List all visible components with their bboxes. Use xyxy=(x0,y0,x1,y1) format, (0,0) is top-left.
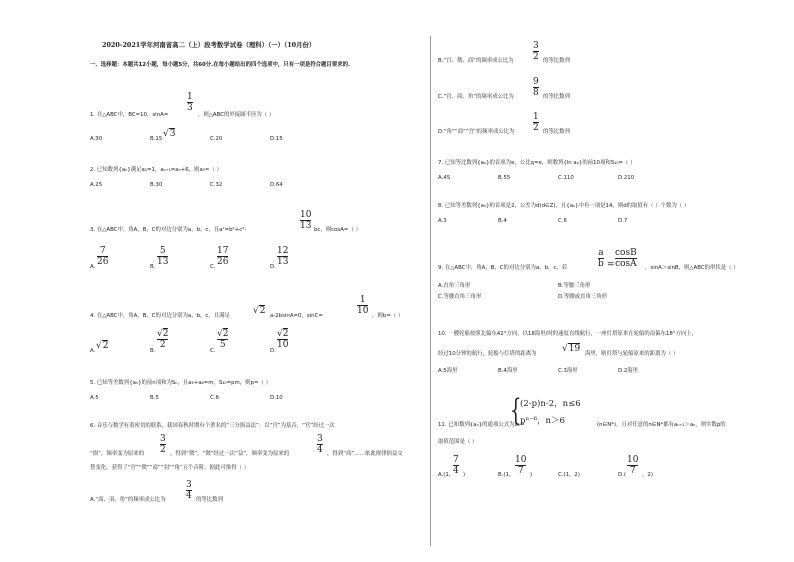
section-heading: 一、选择题：本题共12小题，每小题5分，共60分.在每小题给出的四个选项中，只有一项是符合题目要求的. xyxy=(90,62,351,68)
q1-option-b-root: √3 xyxy=(163,129,176,139)
q5-option-b: B.5 xyxy=(150,395,159,401)
q3-option-d: D. xyxy=(270,264,276,270)
q1-fraction: 1 3 xyxy=(187,92,193,113)
q3-option-d-fraction: 12 13 xyxy=(277,246,289,267)
q5-option-d: D.10 xyxy=(270,395,283,401)
q11-option-b-close: ) xyxy=(530,472,533,478)
q11-option-a: A.(1， xyxy=(438,472,455,478)
q11-option-a-fraction: 7 4 xyxy=(453,455,459,476)
q8-stem: 8. 已知等差数列{aₙ}的首项是2，公差为d(d∈Z)，且{aₙ}中有一项是14，则d的取值有（ ）个数为（ ） xyxy=(438,203,690,209)
q4-stem-a2: a-2bsinA=0，sinC= xyxy=(270,313,323,319)
q6-option-a-a: A.“商、羽、角”的频率成公比为 xyxy=(90,497,166,503)
q6-option-b-a: B.“宫、徵、商”的频率成公比为 xyxy=(438,58,514,64)
q6-line-1: 6. 音乐与数学有着密切的联系，我国春秋时期有个著名的“三分损益法”：以“宫”为基音，“宫”经过一次 xyxy=(90,423,335,429)
q11-stem-b: (n∈N*)，且对任意的n∈N*都有aₙ₊₁＞aₙ，则实数p的 xyxy=(597,422,726,428)
q11-piece-2: pⁿ⁻⁶，n＞6 xyxy=(520,416,565,426)
q9-equals: = xyxy=(607,260,615,270)
q4-fraction: 1 10 xyxy=(357,295,369,316)
q4-option-b: B. xyxy=(150,348,156,354)
q4-root: √2 xyxy=(253,306,266,316)
q10-option-a: A.5海里 xyxy=(438,368,458,374)
exam-title: 2020-2021学年河南省高二（上）段考数学试卷（理科）（一）（10月份） xyxy=(102,41,316,49)
q6-option-c-b: 的等比数列 xyxy=(543,94,570,100)
q10-line-1: 10. 一艘轮船按照北偏东42°方向，以18海里/时的速度直线航行，一座灯塔原来在轮船的南偏东18°方向上， xyxy=(438,331,698,337)
q3-option-b: B. xyxy=(150,264,156,270)
q6-line-2c: ，得到“商”……依此规律损益交 xyxy=(327,451,403,457)
q7-option-a: A.45 xyxy=(438,175,451,181)
q4-option-d: D. xyxy=(270,348,276,354)
q9-option-d: D.等腰或直角三角形 xyxy=(558,294,607,300)
q11-brace: { xyxy=(510,393,522,428)
q1-option-b: B.15 xyxy=(150,136,163,142)
q3-option-c-fraction: 17 26 xyxy=(217,246,229,267)
q7-option-d: D.210 xyxy=(618,175,635,181)
q4-option-b-fraction: √2 2 xyxy=(157,329,169,350)
q1-option-c: C.20 xyxy=(210,136,223,142)
q11-option-d-fraction: 10 7 xyxy=(627,455,639,476)
q11-stem-a: 11. 已知数列{aₙ}的通项公式为aₙ= xyxy=(438,422,525,428)
q3-option-a: A. xyxy=(90,264,96,270)
q4-stem-b: ，则b=（ ） xyxy=(372,313,404,319)
q4-option-a-root: √2 xyxy=(96,341,109,351)
q6-fraction-2: 3 4 xyxy=(317,434,323,455)
q3-option-a-fraction: 7 26 xyxy=(97,246,109,267)
q4-option-d-fraction: √2 10 xyxy=(277,329,289,350)
q10-line-2a: 经过10分钟的航行，轮船与灯塔的距离为 xyxy=(438,351,537,357)
q7-stem: 7. 已知等比数列{aₙ}的首项为e，公比q=e，则数列{ln aₙ}的前10项和S₁₀=（ ） xyxy=(438,160,636,166)
q10-option-d: D.2海里 xyxy=(618,368,639,374)
q6-option-b-fraction: 3 2 xyxy=(533,41,539,62)
q1-stem-b: ，则△ABC的外接圆半径为（ ） xyxy=(198,112,275,118)
q10-root: √19 xyxy=(562,344,581,354)
q6-option-d-fraction: 1 2 xyxy=(533,112,539,133)
q9-stem-a: 9. 在△ABC中，角A，B，C的对边分别为a，b，c，若 xyxy=(438,265,568,271)
q1-stem-a: 1. 在△ABC中，BC=10，sinA= xyxy=(90,112,169,118)
q10-line-2b: 海里，则灯塔与轮船原来的距离为（ ） xyxy=(585,351,679,357)
q6-option-a-b: 的等比数列 xyxy=(196,497,223,503)
q6-option-d-b: 的等比数列 xyxy=(543,129,570,135)
q2-stem: 2. 已知数列{aₙ}满足a₁=1，aₙ₊₁=aₙ+6，则a₅=（ ） xyxy=(90,167,222,173)
q9-fraction-1: a b xyxy=(598,248,604,269)
q6-option-c-a: C.“宫、商、角”的频率成公比为 xyxy=(438,94,514,100)
q11-option-c: C.(1，2) xyxy=(558,472,580,478)
q9-fraction-2: cosB cosA xyxy=(615,248,637,269)
q3-option-b-fraction: 5 13 xyxy=(157,246,169,267)
q9-option-a: A.直角三角形 xyxy=(438,283,471,289)
q2-option-c: C.32 xyxy=(210,182,223,188)
q6-fraction-1: 3 2 xyxy=(160,434,166,455)
q6-line-2b: ，得到“徵”，“徵”经过一次“益”，频率变为原来的 xyxy=(170,451,290,457)
q6-option-a-fraction: 3 4 xyxy=(186,480,192,501)
q8-option-b: B.4 xyxy=(498,218,507,224)
q2-option-d: D.64 xyxy=(270,182,283,188)
q2-option-a: A.25 xyxy=(90,182,103,188)
q8-option-a: A.3 xyxy=(438,218,447,224)
q11-option-d-close: ，2) xyxy=(642,472,653,478)
q11-option-b: B.(1， xyxy=(498,472,515,478)
q5-option-c: C.6 xyxy=(210,395,219,401)
q10-option-c: C.3海里 xyxy=(558,368,578,374)
q9-option-b: B.等腰三角形 xyxy=(558,283,591,289)
q1-option-d: D.15 xyxy=(270,136,283,142)
q6-option-b-b: 的等比数列 xyxy=(543,58,570,64)
q11-piece-1: (2-p)n-2，n≤6 xyxy=(520,399,581,409)
q4-stem-a: 4. 在△ABC中，角A，B，C的对边分别为a，b，c，且满足 xyxy=(90,313,230,319)
q9-option-c: C.等腰直角三角形 xyxy=(438,294,482,300)
q6-line-3: 替变化，获得了“宫”“徵”“商”“羽”“角”五个音阶，据此可推得（ ） xyxy=(90,465,250,471)
q4-option-a: A. xyxy=(90,348,96,354)
column-divider xyxy=(430,36,431,546)
q9-stem-b: ，sinA＞sinB，则△ABC的形状是（ ） xyxy=(645,265,739,271)
q3-stem-a: 3. 在△ABC中，角A，B，C的对边分别为a，b，c，且a²=b²+c²- xyxy=(90,227,247,233)
q11-option-d: D.( xyxy=(618,472,626,478)
q8-option-d: D.7 xyxy=(618,218,628,224)
q5-option-a: A.5 xyxy=(90,395,99,401)
q2-option-b: B.30 xyxy=(150,182,163,188)
q10-option-b: B.4海里 xyxy=(498,368,518,374)
q7-option-c: C.110 xyxy=(558,175,574,181)
q1-option-a: A.30 xyxy=(90,136,103,142)
q3-option-c: C. xyxy=(210,264,216,270)
q3-stem-b: bc，则cosA=（ ） xyxy=(314,227,361,233)
q6-option-c-fraction: 9 8 xyxy=(533,77,539,98)
q5-stem: 5. 已知等差数列{aₙ}的前n项和为Sₙ，且a₃+a₆=m，S₁₀=pm，则p=（ ） xyxy=(90,380,271,386)
q11-option-a-close: ) xyxy=(463,472,466,478)
q3-fraction: 10 13 xyxy=(300,210,312,231)
q7-option-b: B.55 xyxy=(498,175,511,181)
q4-option-c-fraction: √2 5 xyxy=(217,329,229,350)
q11-option-b-fraction: 10 7 xyxy=(515,455,527,476)
q4-option-c: C. xyxy=(210,348,216,354)
q6-line-2a: “损”，频率变为原来的 xyxy=(90,451,145,457)
q8-option-c: C.6 xyxy=(558,218,567,224)
q6-option-d-a: D.“角”“商”“宫”的频率成公比为 xyxy=(438,129,515,135)
q11-line-2: 取值范围是（ ） xyxy=(438,439,478,445)
